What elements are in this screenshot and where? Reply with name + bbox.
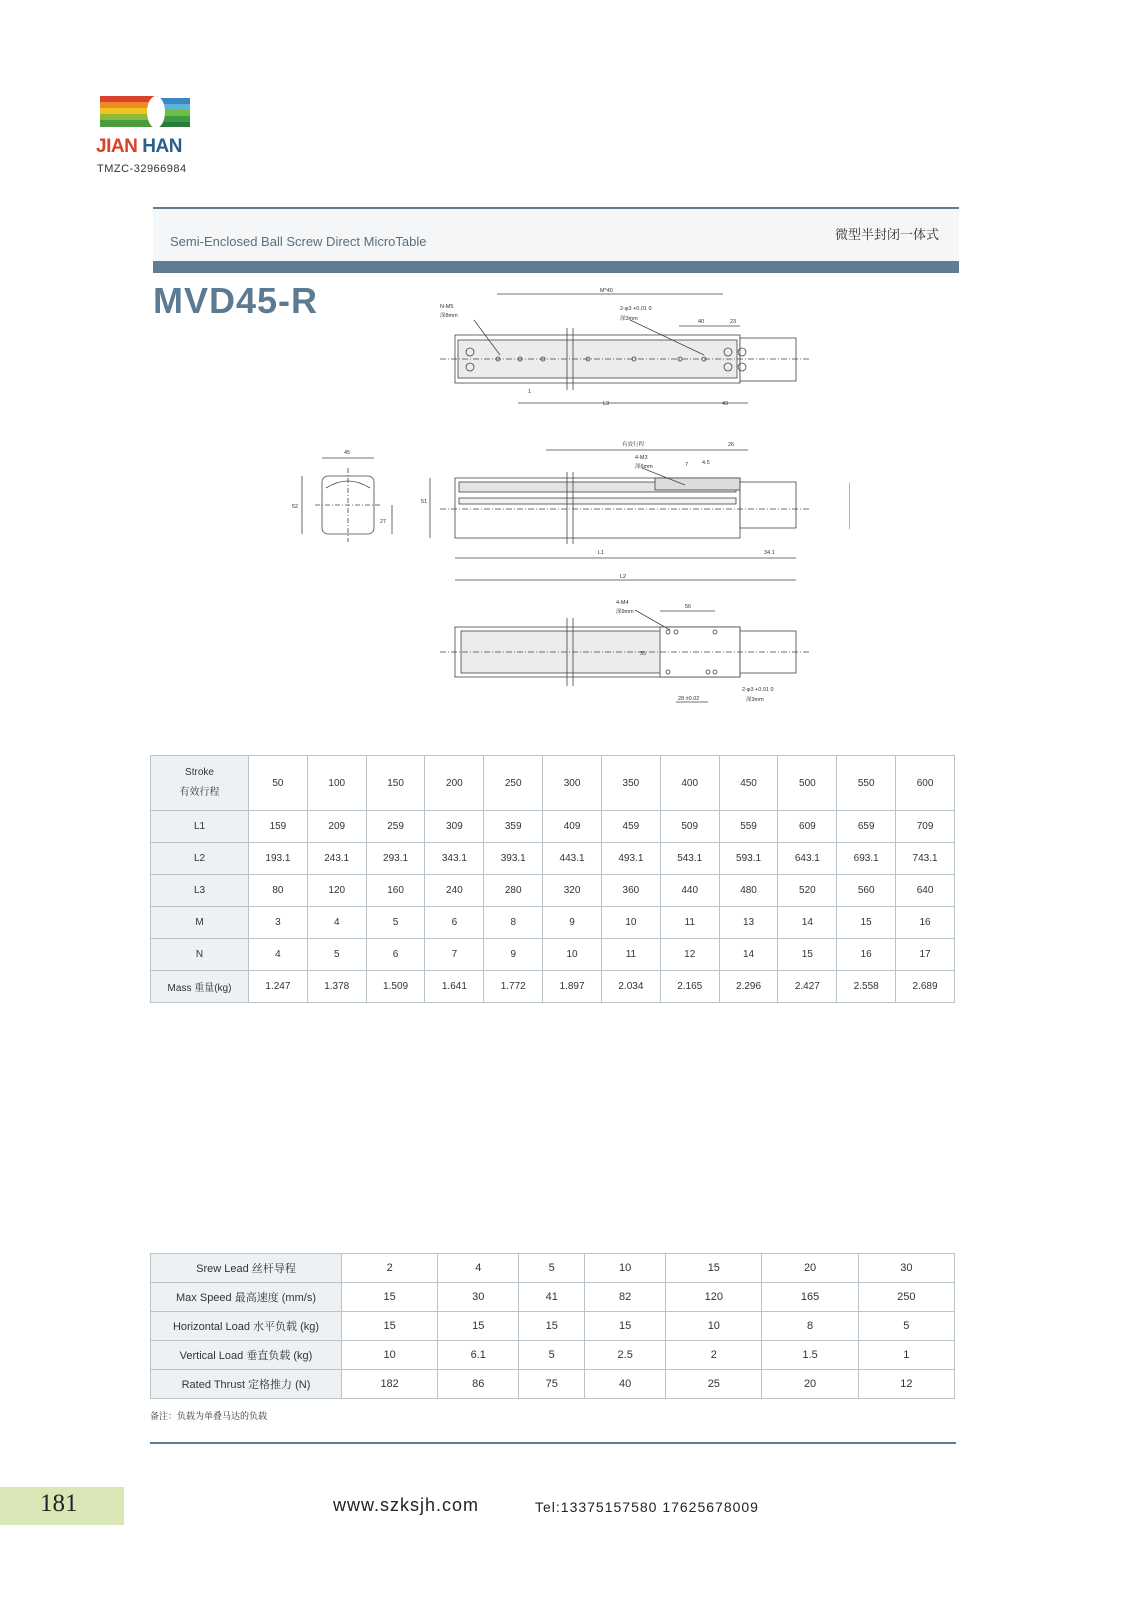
table-cell: 440 [660,875,719,907]
table-cell: 393.1 [484,843,543,875]
table-cell: 2 [666,1341,762,1370]
table-cell: 17 [896,939,955,971]
table-cell: 75 [519,1370,585,1399]
label-pin-top: 2-φ3 +0.01 0 [620,306,652,312]
table-cell: 41 [519,1283,585,1312]
table-cell: 14 [778,907,837,939]
table-cell: 15 [342,1283,438,1312]
table-cell: 6 [425,907,484,939]
table-cell: 15 [438,1312,519,1341]
header-title-cn: 微型半封闭一体式 [835,227,940,242]
table-cell: 10 [585,1254,666,1283]
table-cell: 4 [249,939,308,971]
header-bar [153,261,959,273]
table-cell: 182 [342,1370,438,1399]
model-title: MVD45-R [153,280,319,321]
table-cell: 459 [601,811,660,843]
label-45: 45 [344,450,351,456]
table-cell: 10 [543,939,602,971]
footer-rule [150,1442,956,1444]
row-label: Srew Lead 丝杆导程 [151,1254,342,1283]
table-cell: 643.1 [778,843,837,875]
table-cell: 13 [719,907,778,939]
row-label: Rated Thrust 定格推力 (N) [151,1370,342,1399]
table-cell: 159 [249,811,308,843]
table-cell: 443.1 [543,843,602,875]
label-35: 35 [640,651,647,657]
table-cell: 10 [601,907,660,939]
table-cell: 359 [484,811,543,843]
row-label: L2 [151,843,249,875]
table-cell: 5 [519,1341,585,1370]
label-34-1: 34.1 [764,550,775,556]
table-row [151,1370,955,1399]
table-cell: 11 [601,939,660,971]
table-cell: 509 [660,811,719,843]
header-title-en: Semi-Enclosed Ball Screw Direct MicroTable [170,234,427,249]
row-label: L1 [151,811,249,843]
label-deep8: 深8mm [440,313,458,319]
stroke-value: 150 [366,756,425,811]
page-number: 181 [40,1490,78,1517]
table-cell: 6 [366,939,425,971]
table-cell: 165 [762,1283,858,1312]
table-cell: 2.5 [585,1341,666,1370]
table-cell: 520 [778,875,837,907]
table-cell: 1.247 [249,971,308,1003]
label-deep3-bottom: 深3mm [746,697,764,703]
label-28: 28 ±0.02 [678,696,700,702]
table-cell: 16 [837,939,896,971]
table-cell: 4 [438,1254,519,1283]
row-label: N [151,939,249,971]
stroke-value: 350 [601,756,660,811]
label-m3: 4-M3 [635,455,648,461]
contact-phones: Tel:13375157580 17625678009 [535,1499,759,1515]
stroke-value: 600 [896,756,955,811]
table-cell: 543.1 [660,843,719,875]
table-row [151,971,955,1003]
table-cell: 1.509 [366,971,425,1003]
table-row [151,1283,955,1312]
website-link[interactable]: www.szksjh.com [333,1495,480,1515]
row-label: L3 [151,875,249,907]
label-l3: L3 [603,401,610,407]
table-cell: 4 [307,907,366,939]
label-deep3-top: 深3mm [620,316,638,322]
catalog-code: TMZC-32966984 [97,163,187,175]
label-26: 26 [728,442,735,448]
row-label: Horizontal Load 水平负载 (kg) [151,1312,342,1341]
label-pin-bottom: 2-φ3 +0.01 0 [742,687,774,693]
table-cell: 20 [762,1370,858,1399]
table-cell: 80 [249,875,308,907]
stroke-value: 50 [249,756,308,811]
table-cell: 11 [660,907,719,939]
label-27: 27 [380,519,387,525]
table-cell: 82 [585,1283,666,1312]
table-cell: 16 [896,907,955,939]
table-cell: 15 [666,1254,762,1283]
table-cell: 5 [519,1254,585,1283]
table-row [151,1312,955,1341]
table-cell: 193.1 [249,843,308,875]
table-cell: 2.165 [660,971,719,1003]
table-cell: 5 [858,1312,954,1341]
table-cell: 409 [543,811,602,843]
table-cell: 120 [666,1283,762,1312]
table-cell: 2.558 [837,971,896,1003]
label-56: 56 [685,604,692,610]
load-note: 备注：负载为单叠马达的负载 [150,1411,268,1421]
table-cell: 693.1 [837,843,896,875]
table-cell: 1.641 [425,971,484,1003]
label-43: 43 [722,401,729,407]
table-cell: 320 [543,875,602,907]
label-1: 1 [528,389,532,395]
row-label: M [151,907,249,939]
table-cell: 243.1 [307,843,366,875]
label-stroke: 有效行程 [622,442,645,448]
stroke-value: 400 [660,756,719,811]
stroke-value: 450 [719,756,778,811]
table-cell: 493.1 [601,843,660,875]
table-cell: 559 [719,811,778,843]
row-label: Mass 重量(kg) [151,971,249,1003]
table-cell: 15 [837,907,896,939]
table-row [151,875,955,907]
table-cell: 2 [342,1254,438,1283]
table-cell: 9 [484,939,543,971]
table-cell: 10 [666,1312,762,1341]
performance-table [150,1253,955,1399]
stroke-value: 200 [425,756,484,811]
label-4-5: 4.5 [702,460,710,466]
table-cell: 2.427 [778,971,837,1003]
dimension-table [150,755,955,1003]
table-cell: 15 [778,939,837,971]
table-cell: 1.378 [307,971,366,1003]
table-cell: 5 [366,907,425,939]
table-cell: 20 [762,1254,858,1283]
table-cell: 8 [484,907,543,939]
table-cell: 360 [601,875,660,907]
label-23: 23 [730,319,737,325]
table-cell: 2.689 [896,971,955,1003]
table-cell: 30 [438,1283,519,1312]
table-cell: 9 [543,907,602,939]
table-row [151,811,955,843]
table-cell: 160 [366,875,425,907]
table-cell: 240 [425,875,484,907]
table-row [151,1341,955,1370]
table-cell: 15 [585,1312,666,1341]
table-cell: 560 [837,875,896,907]
stroke-header-label: Stroke 有效行程 [151,756,249,811]
stroke-value: 550 [837,756,896,811]
label-l1: L1 [598,550,605,556]
table-row [151,939,955,971]
label-nm5: N-M5 [440,304,454,310]
table-cell: 1.897 [543,971,602,1003]
table-cell: 259 [366,811,425,843]
table-cell: 6.1 [438,1341,519,1370]
table-cell: 7 [425,939,484,971]
table-cell: 10 [342,1341,438,1370]
label-7: 7 [685,462,689,468]
label-l2: L2 [620,574,627,580]
table-cell: 15 [519,1312,585,1341]
stroke-value: 500 [778,756,837,811]
table-cell: 86 [438,1370,519,1399]
table-cell: 480 [719,875,778,907]
table-cell: 640 [896,875,955,907]
table-cell: 2.034 [601,971,660,1003]
table-cell: 15 [342,1312,438,1341]
table-cell: 293.1 [366,843,425,875]
table-cell: 14 [719,939,778,971]
table-row [151,1254,955,1283]
table-cell: 8 [762,1312,858,1341]
table-cell: 343.1 [425,843,484,875]
table-cell: 609 [778,811,837,843]
table-cell: 1.772 [484,971,543,1003]
table-cell: 25 [666,1370,762,1399]
table-cell: 250 [858,1283,954,1312]
table-cell: 12 [858,1370,954,1399]
table-cell: 1.5 [762,1341,858,1370]
table-cell: 2.296 [719,971,778,1003]
stroke-header-row [151,756,955,811]
table-cell: 30 [858,1254,954,1283]
brand-logo-mark [96,96,196,136]
table-cell: 3 [249,907,308,939]
label-deep6: 深6mm [635,464,653,470]
table-cell: 659 [837,811,896,843]
row-label: Max Speed 最高速度 (mm/s) [151,1283,342,1312]
label-m4: 4-M4 [616,600,629,606]
row-label: Vertical Load 垂直负载 (kg) [151,1341,342,1370]
stroke-value: 100 [307,756,366,811]
table-row [151,843,955,875]
table-cell: 40 [585,1370,666,1399]
stroke-value: 300 [543,756,602,811]
table-cell: 12 [660,939,719,971]
table-cell: 309 [425,811,484,843]
table-cell: 209 [307,811,366,843]
table-cell: 743.1 [896,843,955,875]
table-cell: 5 [307,939,366,971]
table-cell: 1 [858,1341,954,1370]
label-51: 51 [421,499,428,505]
brand-name: JIAN HAN [96,136,182,157]
technical-drawing [290,288,850,728]
table-cell: 280 [484,875,543,907]
stroke-value: 250 [484,756,543,811]
table-cell: 709 [896,811,955,843]
label-52: 52 [292,504,299,510]
table-row [151,907,955,939]
table-cell: 593.1 [719,843,778,875]
label-40: 40 [698,319,705,325]
label-mp40: M*40 [600,288,613,294]
table-cell: 120 [307,875,366,907]
label-deep9: 深9mm [616,609,634,615]
